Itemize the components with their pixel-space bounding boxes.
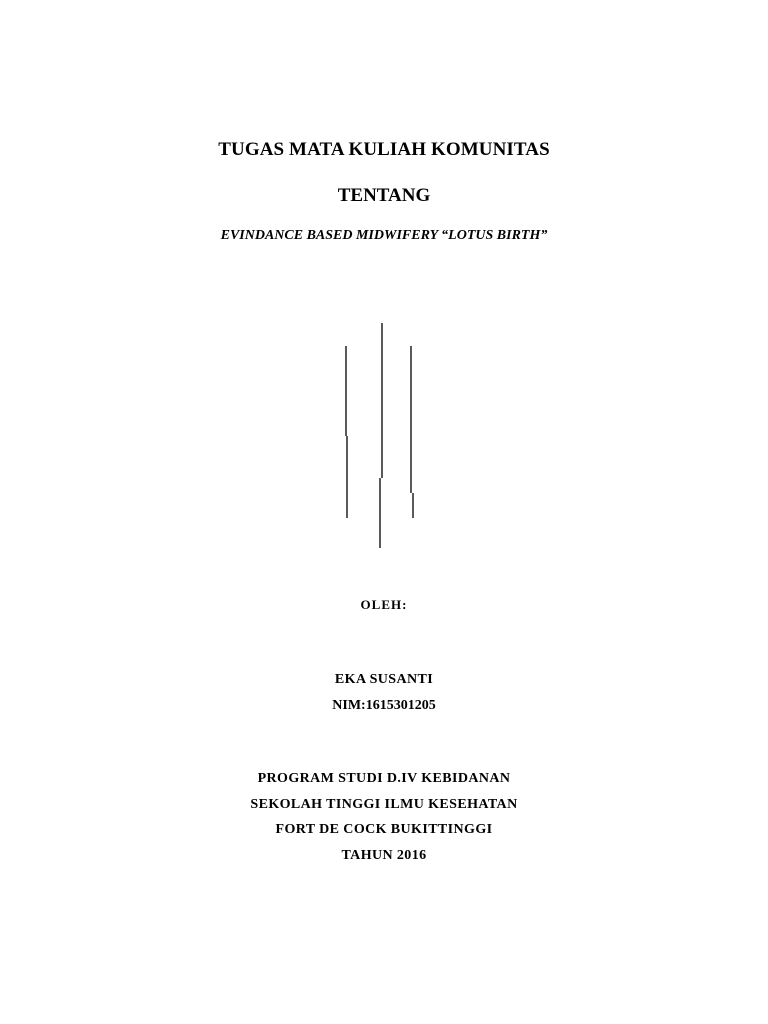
- author-label: OLEH:: [360, 597, 408, 612]
- institution-line: PROGRAM STUDI D.IV KEBIDANAN: [257, 771, 511, 786]
- document-title: TUGAS MATA KULIAH KOMUNITAS: [218, 139, 550, 160]
- institution-line: SEKOLAH TINGGI ILMU KESEHATAN: [250, 797, 518, 812]
- institution-logo-lines-icon: [330, 318, 430, 553]
- document-topic: EVINDANCE BASED MIDWIFERY “LOTUS BIRTH”: [220, 228, 548, 243]
- document-subtitle: TENTANG: [337, 185, 431, 206]
- institution-year: TAHUN 2016: [341, 848, 427, 863]
- author-id: NIM:1615301205: [332, 698, 436, 713]
- institution-line: FORT DE COCK BUKITTINGGI: [275, 822, 493, 837]
- author-name: EKA SUSANTI: [334, 672, 434, 687]
